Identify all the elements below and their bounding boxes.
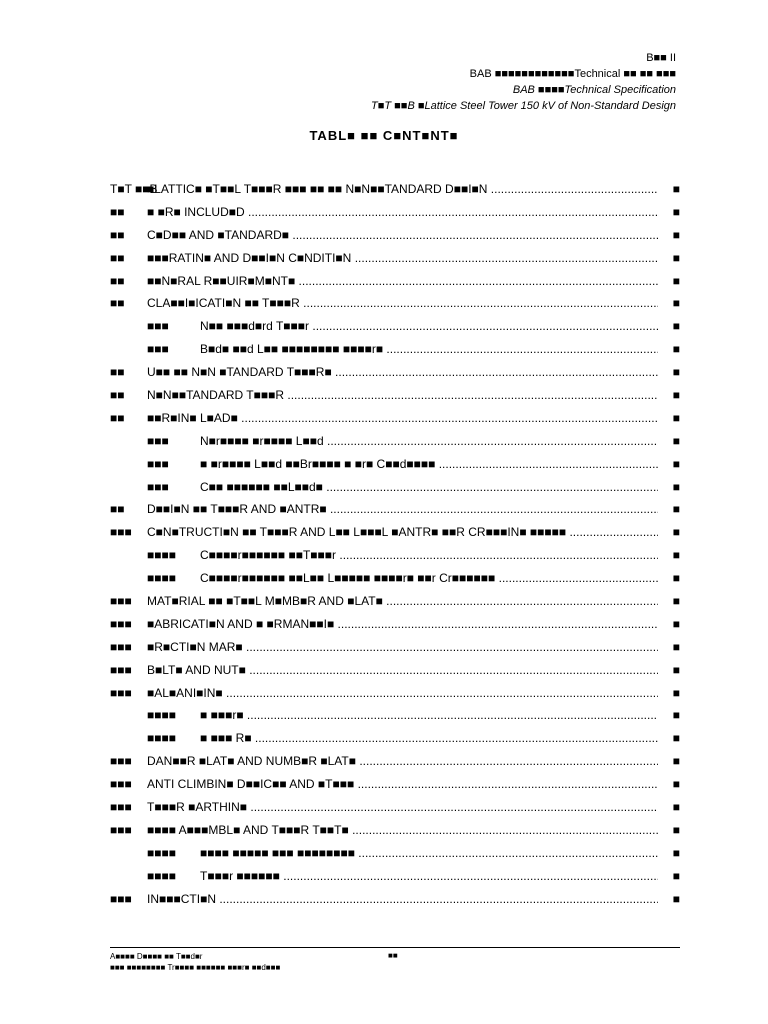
toc-entry-title: T■■■R ■ARTHIN■ ..... <box>147 798 658 816</box>
toc-entry-title: U■■ ■■ N■N ■TANDARD T■■■R■ ..... <box>147 363 658 381</box>
footer-line-2: ■■■ ■■■■■■■■ Tr■■■■ ■■■■■■ ■■■r■ ■■d■■■ <box>110 963 281 972</box>
table-of-contents <box>110 180 680 913</box>
toc-entry[interactable] <box>110 592 680 615</box>
toc-entry-page: ■ <box>672 342 680 357</box>
toc-entry-number: T■T ■■B <box>110 182 158 196</box>
toc-entry-page: ■ <box>672 731 680 746</box>
toc-entry-number: ■■■ <box>110 639 132 654</box>
toc-entry-title: N■N■■TANDARD T■■■R ..... <box>147 386 658 404</box>
toc-entry-number: ■■■ <box>110 662 132 677</box>
toc-entry-title: ■ ■■■r■ ..... <box>200 706 658 724</box>
toc-entry-page: ■ <box>672 571 680 586</box>
toc-entry-page: ■ <box>672 479 680 494</box>
toc-entry-number: ■■■■ <box>147 845 176 860</box>
toc-entry-title: ■R■CTI■N MAR■ ..... <box>147 638 658 656</box>
toc-entry-number: ■■■ <box>147 479 169 494</box>
toc-entry[interactable] <box>110 867 680 890</box>
toc-entry-title: B■d■ ■■d L■■ ■■■■■■■■ ■■■■r■ ..... <box>200 340 658 358</box>
toc-entry-number: ■■■ <box>110 594 132 609</box>
toc-entry-number: ■■■ <box>147 319 169 334</box>
header-line-4: T■T ■■B ■Lattice Steel Tower 150 kV of Non-Standard Design <box>371 100 676 112</box>
toc-entry[interactable] <box>110 615 680 638</box>
toc-entry-page: ■ <box>672 410 680 425</box>
toc-entry-number: ■■ <box>110 296 125 311</box>
toc-entry-page: ■ <box>672 685 680 700</box>
toc-entry[interactable] <box>110 455 680 478</box>
toc-entry-page: ■ <box>672 594 680 609</box>
toc-entry-number: ■■■ <box>147 342 169 357</box>
toc-entry[interactable] <box>110 363 680 386</box>
toc-entry-title: ■■■RATIN■ AND D■■I■N C■NDITI■N ..... <box>147 249 658 267</box>
toc-entry-number: ■■■■ <box>147 731 176 746</box>
toc-entry[interactable] <box>110 569 680 592</box>
toc-entry-page: ■ <box>672 433 680 448</box>
toc-entry[interactable] <box>110 661 680 684</box>
toc-entry-number: ■■ <box>110 410 125 425</box>
toc-entry[interactable] <box>110 203 680 226</box>
toc-entry-title: C■N■TRUCTI■N ■■ T■■■R AND L■■ L■■■L ■ANTR■ ■■R CR■■■IN■ ■■■■■ ..... <box>147 523 658 541</box>
toc-entry-number: ■■ <box>110 273 125 288</box>
footer-divider <box>110 947 680 948</box>
toc-entry[interactable] <box>110 478 680 501</box>
toc-entry-page: ■ <box>672 822 680 837</box>
toc-entry-title: ■■■■ ■■■■■ ■■■ ■■■■■■■■ ..... <box>200 844 658 862</box>
toc-entry-page: ■ <box>672 227 680 242</box>
footer-line-1: A■■■■ D■■■■ ■■ T■■d■r <box>110 952 203 961</box>
toc-entry-number: ■■■■ <box>147 548 176 563</box>
toc-entry-title: IN■■■CTI■N ..... <box>147 890 658 908</box>
toc-entry-title: C■■ ■■■■■■ ■■L■■d■ ..... <box>200 478 658 496</box>
toc-entry[interactable] <box>110 249 680 272</box>
toc-entry-title: ■ ■R■ INCLUD■D ..... <box>147 203 658 221</box>
toc-entry-title: ■ABRICATI■N AND ■ ■RMAN■■I■ ..... <box>147 615 658 633</box>
toc-entry-title: N■r■■■■ ■r■■■■ L■■d ..... <box>200 432 658 450</box>
toc-entry[interactable] <box>110 775 680 798</box>
toc-entry-number: ■■■ <box>110 891 132 906</box>
toc-entry-number: ■■■ <box>110 777 132 792</box>
toc-entry[interactable] <box>110 272 680 295</box>
toc-entry-page: ■ <box>672 868 680 883</box>
toc-entry-number: ■■■ <box>110 616 132 631</box>
toc-entry[interactable] <box>110 752 680 775</box>
toc-entry[interactable] <box>110 432 680 455</box>
toc-entry-page: ■ <box>672 456 680 471</box>
toc-entry-page: ■ <box>672 754 680 769</box>
toc-entry-page: ■ <box>672 273 680 288</box>
toc-entry-title: ■AL■ANI■IN■ ..... <box>147 684 658 702</box>
toc-entry-number: ■■ <box>110 502 125 517</box>
toc-entry-page: ■ <box>672 639 680 654</box>
toc-entry[interactable] <box>110 317 680 340</box>
toc-entry[interactable] <box>110 546 680 569</box>
toc-entry-number: ■■ <box>110 227 125 242</box>
toc-entry-page: ■ <box>672 296 680 311</box>
toc-entry[interactable] <box>110 729 680 752</box>
toc-entry-page: ■ <box>672 502 680 517</box>
toc-entry[interactable] <box>110 294 680 317</box>
toc-entry-number: ■■■ <box>110 822 132 837</box>
toc-entry[interactable] <box>110 409 680 432</box>
toc-entry-title: ■ ■■■ R■ ..... <box>200 729 658 747</box>
toc-entry[interactable] <box>110 821 680 844</box>
toc-entry-number: ■■■■ <box>147 708 176 723</box>
toc-entry-number: ■■■■ <box>147 868 176 883</box>
toc-entry-number: ■■ <box>110 250 125 265</box>
header-line-3: BAB ■■■■Technical Specification <box>512 84 676 96</box>
toc-entry-page: ■ <box>672 800 680 815</box>
header-line-1: B■■ II <box>646 52 676 64</box>
toc-entry-page: ■ <box>672 182 680 196</box>
toc-entry-title: T■■■r ■■■■■■ ..... <box>200 867 658 885</box>
toc-entry-page: ■ <box>672 777 680 792</box>
toc-entry-title: CLA■■I■ICATI■N ■■ T■■■R ..... <box>147 294 658 312</box>
toc-entry-title: ■■R■IN■ L■AD■ ..... <box>147 409 658 427</box>
footer-page-number: ■■ <box>388 951 398 960</box>
toc-entry-title: D■■I■N ■■ T■■■R AND ■ANTR■ ..... <box>147 500 658 518</box>
toc-entry-number: ■■■ <box>110 685 132 700</box>
toc-entry[interactable] <box>110 226 680 249</box>
toc-entry[interactable] <box>110 638 680 661</box>
toc-entry[interactable] <box>110 684 680 707</box>
toc-entry-page: ■ <box>672 548 680 563</box>
toc-entry[interactable] <box>110 706 680 729</box>
page-title: TABL■ ■■ C■NT■NT■ <box>309 128 459 143</box>
footer-note <box>110 951 280 973</box>
toc-entry-number: ■■■ <box>110 525 132 540</box>
toc-entry[interactable] <box>110 386 680 409</box>
toc-entry-page: ■ <box>672 845 680 860</box>
toc-entry-title: B■LT■ AND NUT■ ..... <box>147 661 658 679</box>
toc-entry[interactable] <box>110 180 680 203</box>
toc-entry-page: ■ <box>672 525 680 540</box>
toc-entry-number: ■■ <box>110 388 125 403</box>
toc-entry-number: ■■■ <box>147 433 169 448</box>
toc-entry-page: ■ <box>672 204 680 219</box>
toc-entry[interactable] <box>110 523 680 546</box>
toc-entry-page: ■ <box>672 319 680 334</box>
toc-entry-title: ■■N■RAL R■■UIR■M■NT■ ..... <box>147 272 658 290</box>
toc-entry-title: C■■■■r■■■■■■ ■■T■■■r ..... <box>200 546 658 564</box>
toc-entry-number: ■■ <box>110 204 125 219</box>
toc-entry-page: ■ <box>672 616 680 631</box>
toc-entry-number: ■■ <box>110 365 125 380</box>
toc-entry-number: ■■■ <box>147 456 169 471</box>
toc-entry[interactable] <box>110 890 680 913</box>
toc-entry-title: ANTI CLIMBIN■ D■■IC■■ AND ■T■■■ ..... <box>147 775 658 793</box>
toc-entry-number: ■■■ <box>110 754 132 769</box>
toc-entry-title: MAT■RIAL ■■ ■T■■L M■MB■R AND ■LAT■ ..... <box>147 592 658 610</box>
toc-entry-number: ■■■ <box>110 800 132 815</box>
toc-entry-title: ■■■■ A■■■MBL■ AND T■■■R T■■T■ ..... <box>147 821 658 839</box>
toc-entry-page: ■ <box>672 891 680 906</box>
toc-entry-page: ■ <box>672 708 680 723</box>
toc-entry[interactable] <box>110 500 680 523</box>
toc-entry-title: ■LATTIC■ ■T■■L T■■■R ■■■ ■■ ■■ N■N■■TANDARD D■■I■N ..... <box>147 180 658 198</box>
toc-entry[interactable] <box>110 798 680 821</box>
toc-entry-title: C■D■■ AND ■TANDARD■ ..... <box>147 226 658 244</box>
toc-entry[interactable] <box>110 340 680 363</box>
toc-entry-page: ■ <box>672 388 680 403</box>
toc-entry-title: N■■ ■■■d■rd T■■■r ..... <box>200 317 658 335</box>
toc-entry-page: ■ <box>672 250 680 265</box>
toc-entry-page: ■ <box>672 662 680 677</box>
toc-entry-title: DAN■■R ■LAT■ AND NUMB■R ■LAT■ ..... <box>147 752 658 770</box>
toc-entry-title: C■■■■r■■■■■■ ■■L■■ L■■■■■ ■■■■r■ ■■r Cr■■■■■■ ..... <box>200 569 658 587</box>
document-header <box>371 50 676 114</box>
toc-entry[interactable] <box>110 844 680 867</box>
header-line-2: BAB ■■■■■■■■■■■■Technical ■■ ■■ ■■■ <box>469 68 676 80</box>
toc-entry-title: ■ ■r■■■■ L■■d ■■Br■■■■ ■ ■r■ C■■d■■■■ ..... <box>200 455 658 473</box>
toc-entry-number: ■■■■ <box>147 571 176 586</box>
toc-entry-page: ■ <box>672 365 680 380</box>
